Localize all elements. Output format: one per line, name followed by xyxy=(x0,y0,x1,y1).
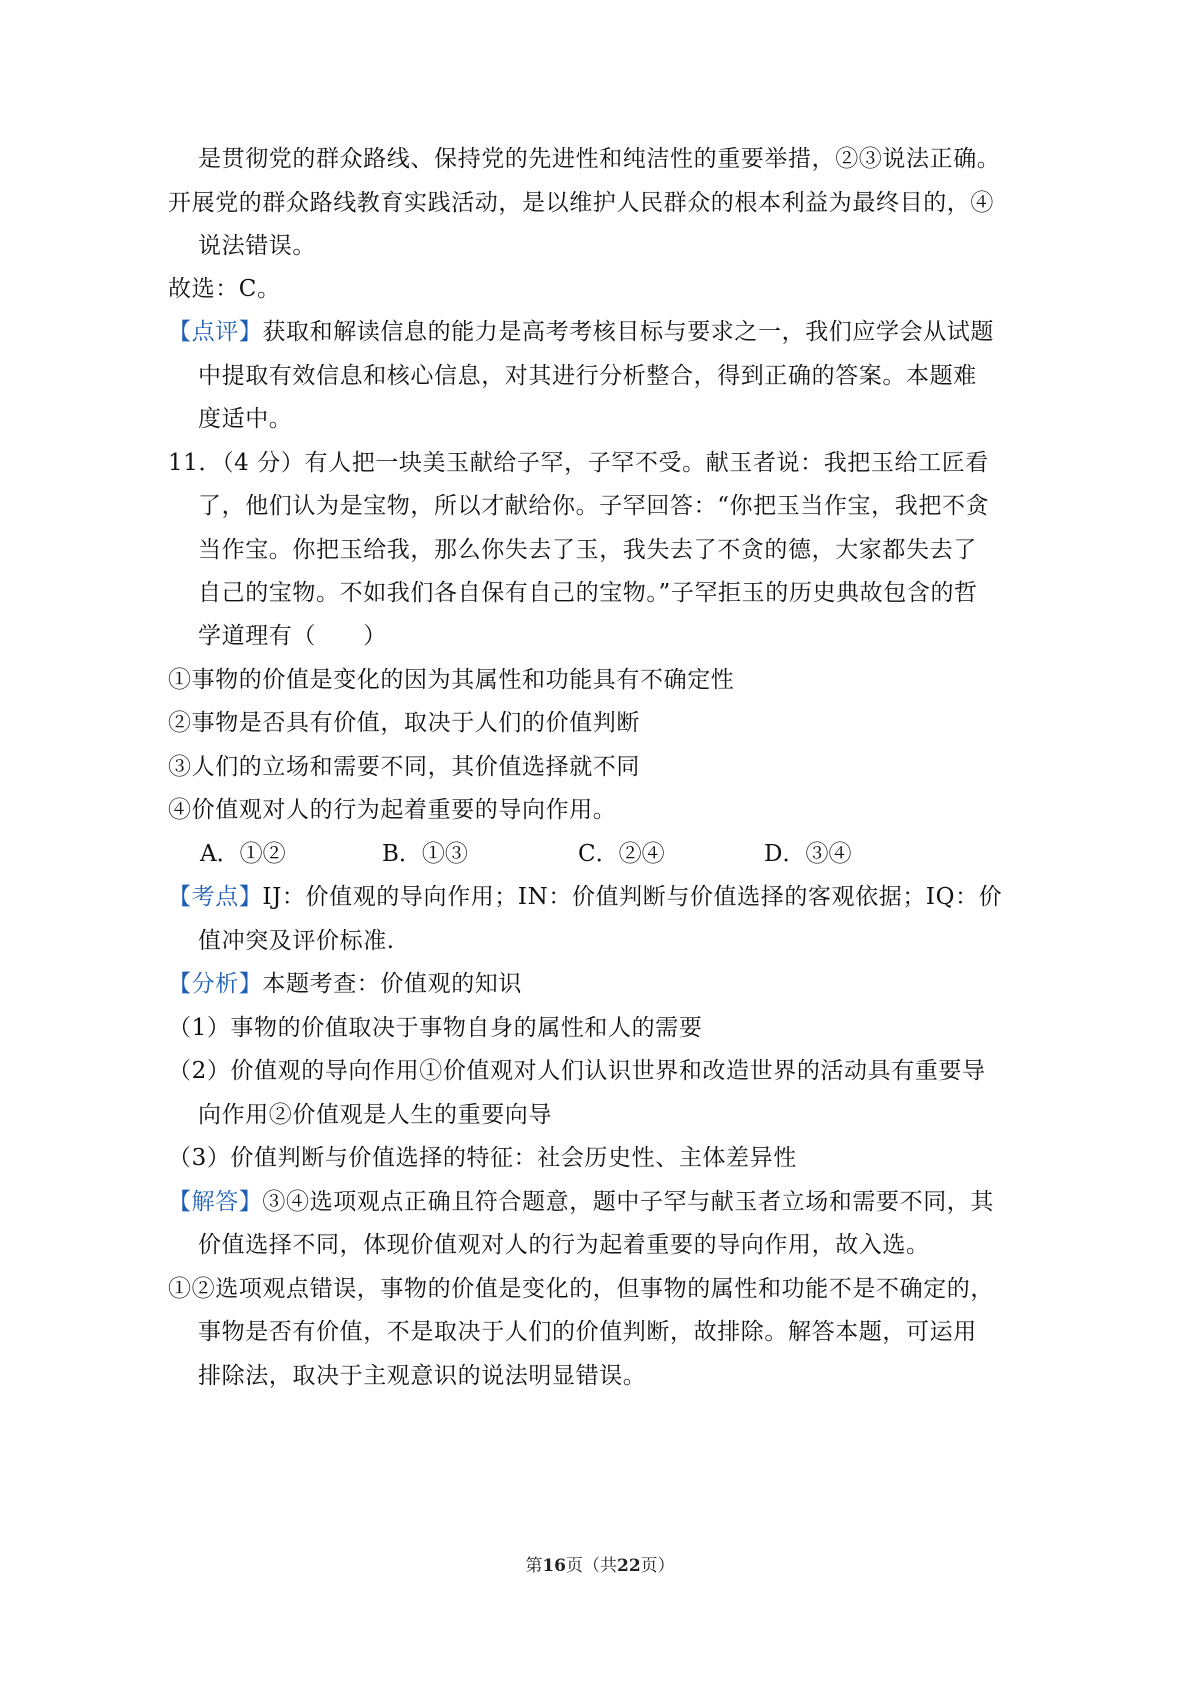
statement-3: ③人们的立场和需要不同，其价值选择就不同 xyxy=(168,754,640,780)
knowledge-point-tag: 【考点】 xyxy=(168,884,263,910)
solution-line xyxy=(168,1187,994,1217)
footer-middle: 页（共 xyxy=(566,1556,617,1576)
footer-suffix: 页） xyxy=(640,1556,675,1576)
question-stem: 学道理有（ ） xyxy=(198,623,387,649)
text-line: 开展党的群众路线教育实践活动，是以维护人民群众的根本利益为最终目的，④ xyxy=(168,190,994,216)
solution-line: 事物是否有价值，不是取决于人们的价值判断，故排除。解答本题，可运用 xyxy=(198,1319,977,1345)
option-d: D．③④ xyxy=(764,841,852,867)
analysis-line xyxy=(168,969,522,999)
option-c: C．②④ xyxy=(578,841,665,867)
solution-tag: 【解答】 xyxy=(168,1189,263,1215)
option-b: B．①③ xyxy=(382,841,468,867)
comment-line xyxy=(168,317,994,347)
question-stem: 自己的宝物。不如我们各自保有自己的宝物。”子罕拒玉的历史典故包含的哲 xyxy=(198,580,978,606)
knowledge-point-text: IJ：价值观的导向作用；IN：价值判断与价值选择的客观依据；IQ：价 xyxy=(262,884,1003,910)
knowledge-point-line xyxy=(168,882,1002,912)
solution-line: ①②选项观点错误，事物的价值是变化的，但事物的属性和功能不是不确定的， xyxy=(168,1276,994,1302)
analysis-point-1: （1）事物的价值取决于事物自身的属性和人的需要 xyxy=(168,1015,703,1041)
analysis-tag: 【分析】 xyxy=(168,971,263,997)
solution-line: 价值选择不同，体现价值观对人的行为起着重要的导向作用，故入选。 xyxy=(198,1232,930,1258)
comment-text: 获取和解读信息的能力是高考考核目标与要求之一，我们应学会从试题 xyxy=(262,319,995,345)
footer-prefix: 第 xyxy=(525,1556,543,1576)
analysis-text: 本题考查：价值观的知识 xyxy=(262,971,523,997)
answer-line: 故选：C。 xyxy=(168,276,281,302)
solution-line: 排除法，取决于主观意识的说法明显错误。 xyxy=(198,1363,647,1389)
text-line: 是贯彻党的群众路线、保持党的先进性和纯洁性的重要举措，②③说法正确。 xyxy=(198,146,1001,172)
text-line: 说法错误。 xyxy=(198,233,316,259)
statement-4: ④价值观对人的行为起着重要的导向作用。 xyxy=(168,797,617,823)
statement-2: ②事物是否具有价值，取决于人们的价值判断 xyxy=(168,710,640,736)
current-page-number: 16 xyxy=(542,1556,566,1576)
comment-line: 中提取有效信息和核心信息，对其进行分析整合，得到正确的答案。本题难 xyxy=(198,363,977,389)
option-a: A．①② xyxy=(200,841,286,867)
analysis-point-2: 向作用②价值观是人生的重要向导 xyxy=(198,1102,552,1128)
statement-1: ①事物的价值是变化的因为其属性和功能具有不确定性 xyxy=(168,667,735,693)
knowledge-point-line: 值冲突及评价标准. xyxy=(198,928,395,954)
question-stem: 11．（4 分）有人把一块美玉献给子罕，子罕不受。献玉者说：我把玉给工匠看 xyxy=(168,450,989,476)
analysis-point-3: （3）价值判断与价值选择的特征：社会历史性、主体差异性 xyxy=(168,1145,797,1171)
question-stem: 了，他们认为是宝物，所以才献给你。子罕回答：“你把玉当作宝，我把不贪 xyxy=(198,493,990,519)
analysis-point-2: （2）价值观的导向作用①价值观对人们认识世界和改造世界的活动具有重要导 xyxy=(168,1058,986,1084)
question-stem: 当作宝。你把玉给我，那么你失去了玉，我失去了不贪的德，大家都失去了 xyxy=(198,537,977,563)
total-page-number: 22 xyxy=(617,1556,641,1576)
page-number-footer xyxy=(0,1554,1200,1578)
comment-tag: 【点评】 xyxy=(168,319,263,345)
solution-text: ③④选项观点正确且符合题意，题中子罕与献玉者立场和需要不同，其 xyxy=(262,1189,995,1215)
comment-line: 度适中。 xyxy=(198,406,293,432)
